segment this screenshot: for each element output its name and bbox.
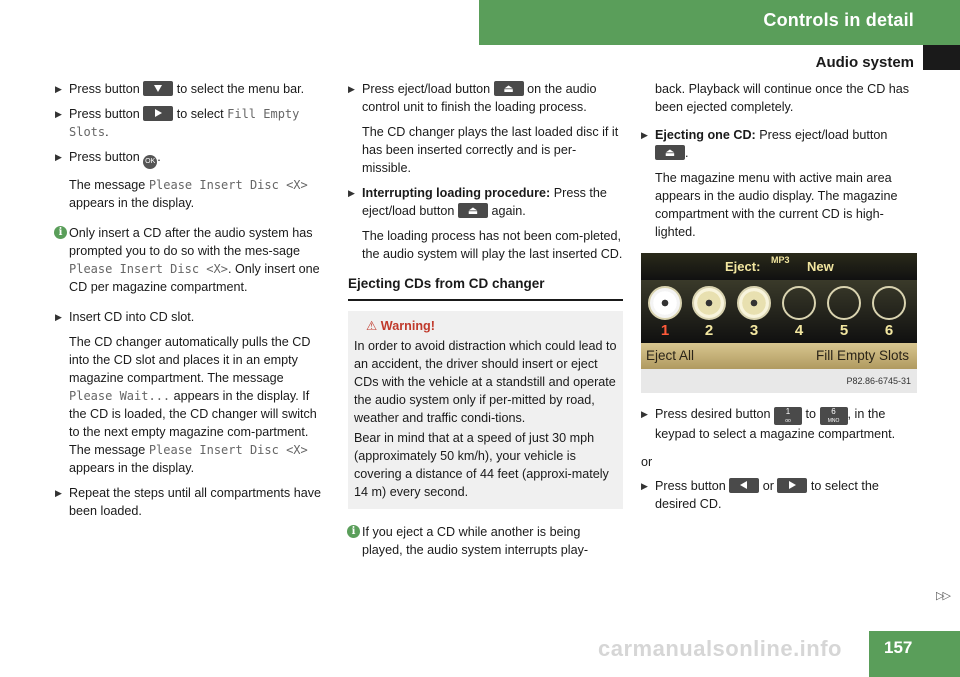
fill-empty-slots-softkey: Fill Empty Slots <box>815 348 909 363</box>
step-repeat: ▶ Repeat the steps until all compartments have been loaded. <box>55 486 322 518</box>
section-title: Audio system <box>815 54 914 71</box>
step-finish-loading: ▶ Press eject/load button ⏏ on the audio control unit to finish the loading process. <box>348 80 623 116</box>
ok-button-icon: OK <box>143 155 157 169</box>
slot-number: 6 <box>884 322 894 339</box>
step-note: The message Please Insert Disc <X> appears in the display. <box>69 178 308 210</box>
section-heading: Ejecting CDs from CD changer <box>348 275 623 301</box>
step-note: The CD changer plays the last loaded disc if it has been inserted correctly and is per-missible. <box>362 125 619 175</box>
right-key-icon <box>777 478 807 493</box>
eject-all-softkey: Eject All <box>646 348 695 363</box>
right-key-icon <box>143 106 173 121</box>
eject-key-icon <box>655 145 685 160</box>
audio-display-image <box>641 253 917 393</box>
bullet-arrow-icon: ▶ <box>641 409 648 419</box>
step-press-ok: ▶ Press button OK . <box>55 148 330 169</box>
column-1 <box>55 80 330 527</box>
slot-number: 1 <box>660 322 670 339</box>
disc-slot-icon <box>737 286 771 320</box>
bullet-arrow-icon: ▶ <box>348 84 355 94</box>
page-number: 157 <box>869 631 960 677</box>
disc-slots <box>641 280 917 343</box>
bullet-arrow-icon: ▶ <box>641 130 648 140</box>
display-text: Fill Empty Slots <box>69 107 300 139</box>
chapter-title: Controls in detail <box>763 10 914 30</box>
step-note: The loading process has not been com-pleted, the audio system will play the last inserted CD. <box>362 229 623 261</box>
step-note: The CD changer automatically pulls the CD into the CD slot and places it in an empty magazine compartment. The message Please Wait... appears in the display. If the CD is loaded, the CD changer will switch to the next empty magazine com-partment. The message Please Insert Disc <X> appears in the display. <box>69 335 317 475</box>
step-press-number: ▶ Press desired button 1 oo to 6 MNO , in the keypad to select a magazine compartment. <box>641 407 896 441</box>
step-insert-cd: ▶ Insert CD into CD slot. <box>55 310 195 324</box>
display-softkeys <box>641 343 917 369</box>
info-note: i If you eject a CD while another is being played, the audio system interrupts play- <box>348 523 623 559</box>
or-separator: or <box>641 455 653 469</box>
info-continuation: back. Playback will continue once the CD has been ejected completely. <box>655 82 910 114</box>
bullet-arrow-icon: ▶ <box>55 84 62 94</box>
eject-key-icon <box>458 203 488 218</box>
info-icon: i <box>347 525 360 538</box>
image-caption: P82.86-6745-31 <box>641 369 917 393</box>
step-eject-one: ▶ Ejecting one CD: Press eject/load button ⏏. <box>641 126 917 162</box>
continued-arrow-icon: ▷▷ <box>936 590 949 602</box>
warning-text: Bear in mind that at a speed of just 30 mph (approximately 50 km/h), your vehicle is covering a distance of 44 feet (approxi-mately 14 m) every second. <box>354 431 609 499</box>
warning-title: ⚠ Warning! <box>366 319 435 333</box>
key-6-icon: 6 MNO <box>820 407 848 425</box>
mp3-icon: MP3 <box>771 255 790 265</box>
step-select-fill: ▶ Press button to select Fill Empty Slots. <box>55 107 300 139</box>
bullet-arrow-icon: ▶ <box>55 152 62 162</box>
warning-text: In order to avoid distraction which could lead to an accident, the driver should insert or eject CDs with the vehicle at a standstill and operate the audio system only if per-mitted by road, weather and traffic condi-tions. <box>354 339 617 425</box>
bullet-arrow-icon: ▶ <box>641 481 648 491</box>
disc-slot-icon <box>648 286 682 320</box>
bullet-arrow-icon: ▶ <box>55 312 62 322</box>
watermark: carmanualsonline.info <box>598 636 842 661</box>
disc-slot-icon <box>692 286 726 320</box>
eject-key-icon <box>494 81 524 96</box>
down-key-icon <box>143 81 173 96</box>
section-marker <box>923 45 960 70</box>
column-2 <box>348 80 623 567</box>
bullet-arrow-icon: ▶ <box>55 488 62 498</box>
bullet-arrow-icon: ▶ <box>55 109 62 119</box>
info-note: i Only insert a CD after the audio system has prompted you to do so with the mes-sage Please Insert Disc <X>. Only insert one CD per magazine compartment. <box>55 224 330 296</box>
left-key-icon <box>729 478 759 493</box>
bullet-arrow-icon: ▶ <box>348 188 355 198</box>
disc-slot-icon <box>827 286 861 320</box>
step-press-arrows: ▶ Press button or to select the desired CD. <box>641 479 879 511</box>
slot-number: 3 <box>749 322 759 339</box>
display-header: Eject: MP3 New <box>641 253 917 280</box>
disc-slot-icon <box>782 286 816 320</box>
step-interrupt: ▶ Interrupting loading procedure: Press the eject/load button ⏏ again. <box>348 184 623 220</box>
disc-slot-icon <box>872 286 906 320</box>
slot-number: 5 <box>839 322 849 339</box>
step-note: The magazine menu with active main area appears in the audio display. The magazine compartment with the current CD is high-lighted. <box>655 171 898 239</box>
warning-triangle-icon: ⚠ <box>366 319 378 333</box>
slot-number: 2 <box>704 322 714 339</box>
column-3 <box>641 80 917 520</box>
step-select-menu-bar: ▶ Press button to select the menu bar. <box>55 82 305 96</box>
warning-box <box>348 311 623 509</box>
info-icon: i <box>54 226 67 239</box>
key-1-icon: 1 oo <box>774 407 802 425</box>
slot-number: 4 <box>794 322 804 339</box>
